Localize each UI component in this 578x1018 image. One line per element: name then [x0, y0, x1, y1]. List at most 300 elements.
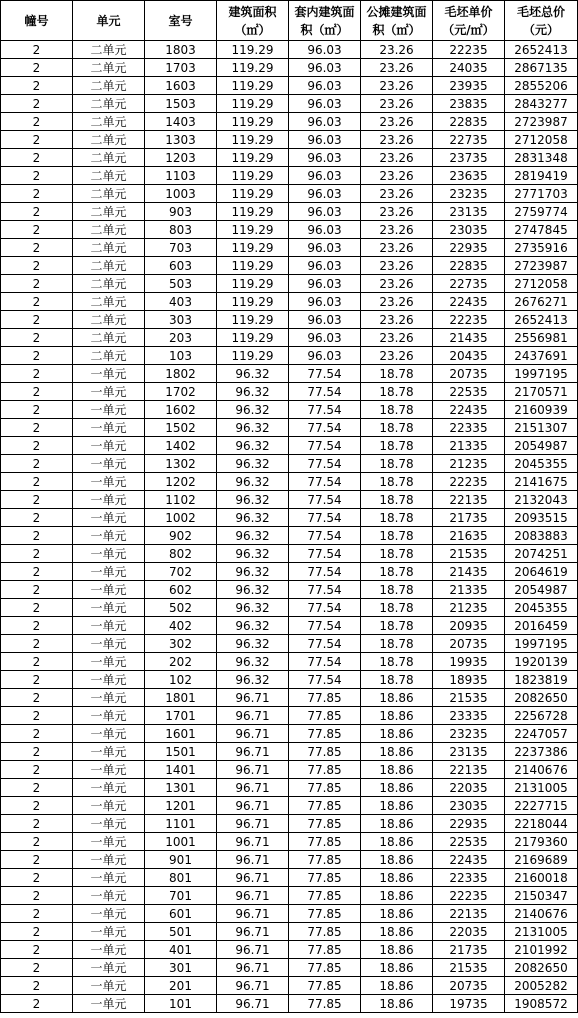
table-row — [1, 797, 578, 815]
cell-building-no: 2 — [1, 149, 73, 167]
table-row — [1, 491, 578, 509]
cell-unit-price: 24035 — [433, 59, 505, 77]
cell-room-no: 701 — [145, 887, 217, 905]
header-total-price — [505, 1, 578, 41]
cell-unit: 一单元 — [73, 905, 145, 923]
cell-inner-area: 77.54 — [289, 527, 361, 545]
cell-total-price: 2064619 — [505, 563, 578, 581]
cell-building-no: 2 — [1, 653, 73, 671]
cell-shared-area: 18.78 — [361, 545, 433, 563]
cell-shared-area: 18.78 — [361, 455, 433, 473]
cell-building-no: 2 — [1, 113, 73, 131]
table-row — [1, 509, 578, 527]
cell-building-area: 119.29 — [217, 41, 289, 59]
cell-building-no: 2 — [1, 239, 73, 257]
cell-total-price: 2150347 — [505, 887, 578, 905]
cell-inner-area: 77.85 — [289, 797, 361, 815]
header-line: 毛坯单价 — [444, 4, 493, 19]
cell-total-price: 2771703 — [505, 185, 578, 203]
cell-total-price: 2082650 — [505, 959, 578, 977]
cell-unit-price: 21535 — [433, 545, 505, 563]
cell-shared-area: 18.78 — [361, 383, 433, 401]
cell-inner-area: 77.54 — [289, 599, 361, 617]
cell-shared-area: 18.86 — [361, 689, 433, 707]
header-line: 积（㎡） — [372, 22, 421, 37]
cell-inner-area: 77.85 — [289, 959, 361, 977]
cell-unit: 二单元 — [73, 311, 145, 329]
cell-building-area: 119.29 — [217, 221, 289, 239]
cell-total-price: 2652413 — [505, 41, 578, 59]
header-line: （元） — [522, 22, 559, 37]
cell-total-price: 2141675 — [505, 473, 578, 491]
cell-inner-area: 96.03 — [289, 311, 361, 329]
cell-unit-price: 19935 — [433, 653, 505, 671]
cell-unit: 一单元 — [73, 761, 145, 779]
cell-unit: 二单元 — [73, 113, 145, 131]
cell-building-no: 2 — [1, 815, 73, 833]
cell-building-no: 2 — [1, 491, 73, 509]
cell-unit: 一单元 — [73, 509, 145, 527]
cell-room-no: 401 — [145, 941, 217, 959]
cell-building-no: 2 — [1, 779, 73, 797]
cell-room-no: 1803 — [145, 41, 217, 59]
cell-shared-area: 23.26 — [361, 167, 433, 185]
cell-shared-area: 18.86 — [361, 761, 433, 779]
cell-inner-area: 77.85 — [289, 887, 361, 905]
cell-building-no: 2 — [1, 185, 73, 203]
cell-unit-price: 20935 — [433, 617, 505, 635]
cell-room-no: 1701 — [145, 707, 217, 725]
cell-building-no: 2 — [1, 833, 73, 851]
cell-building-no: 2 — [1, 995, 73, 1013]
cell-building-area: 96.32 — [217, 671, 289, 689]
cell-unit: 二单元 — [73, 95, 145, 113]
cell-total-price: 2160939 — [505, 401, 578, 419]
cell-building-area: 96.71 — [217, 815, 289, 833]
header-building-no — [1, 1, 73, 41]
cell-inner-area: 77.85 — [289, 689, 361, 707]
cell-unit-price: 20735 — [433, 977, 505, 995]
cell-building-area: 96.71 — [217, 761, 289, 779]
cell-unit-price: 23035 — [433, 221, 505, 239]
cell-building-no: 2 — [1, 257, 73, 275]
cell-shared-area: 18.78 — [361, 473, 433, 491]
cell-building-no: 2 — [1, 761, 73, 779]
table-row — [1, 149, 578, 167]
cell-unit-price: 21335 — [433, 581, 505, 599]
cell-shared-area: 18.86 — [361, 941, 433, 959]
cell-building-no: 2 — [1, 167, 73, 185]
cell-building-area: 96.32 — [217, 635, 289, 653]
cell-shared-area: 18.78 — [361, 419, 433, 437]
cell-inner-area: 77.85 — [289, 995, 361, 1013]
cell-total-price: 2819419 — [505, 167, 578, 185]
header-line: 套内建筑面 — [294, 4, 355, 19]
cell-unit-price: 23035 — [433, 797, 505, 815]
cell-unit-price: 22135 — [433, 761, 505, 779]
table-row — [1, 437, 578, 455]
cell-building-area: 119.29 — [217, 185, 289, 203]
cell-unit-price: 23135 — [433, 743, 505, 761]
table-row — [1, 383, 578, 401]
cell-building-no: 2 — [1, 743, 73, 761]
table-row — [1, 761, 578, 779]
cell-building-area: 96.32 — [217, 419, 289, 437]
cell-unit: 一单元 — [73, 689, 145, 707]
cell-shared-area: 23.26 — [361, 275, 433, 293]
cell-shared-area: 18.86 — [361, 887, 433, 905]
table-row — [1, 473, 578, 491]
cell-total-price: 2652413 — [505, 311, 578, 329]
cell-total-price: 2556981 — [505, 329, 578, 347]
cell-shared-area: 18.78 — [361, 365, 433, 383]
header-line: 毛坯总价 — [516, 4, 565, 19]
cell-room-no: 101 — [145, 995, 217, 1013]
cell-building-no: 2 — [1, 887, 73, 905]
cell-room-no: 1702 — [145, 383, 217, 401]
cell-building-area: 96.32 — [217, 509, 289, 527]
table-row — [1, 671, 578, 689]
cell-room-no: 303 — [145, 311, 217, 329]
table-row — [1, 725, 578, 743]
cell-shared-area: 18.86 — [361, 815, 433, 833]
cell-unit: 一单元 — [73, 923, 145, 941]
cell-building-no: 2 — [1, 203, 73, 221]
table-row — [1, 779, 578, 797]
cell-total-price: 2045355 — [505, 455, 578, 473]
cell-total-price: 2093515 — [505, 509, 578, 527]
table-row — [1, 923, 578, 941]
cell-building-area: 96.32 — [217, 545, 289, 563]
table-row — [1, 311, 578, 329]
cell-shared-area: 18.86 — [361, 923, 433, 941]
cell-inner-area: 77.54 — [289, 437, 361, 455]
cell-building-no: 2 — [1, 671, 73, 689]
cell-shared-area: 23.26 — [361, 185, 433, 203]
cell-total-price: 2747845 — [505, 221, 578, 239]
cell-shared-area: 18.78 — [361, 635, 433, 653]
cell-inner-area: 77.54 — [289, 563, 361, 581]
cell-unit-price: 21635 — [433, 527, 505, 545]
cell-building-area: 119.29 — [217, 167, 289, 185]
cell-unit-price: 22835 — [433, 113, 505, 131]
cell-inner-area: 77.54 — [289, 545, 361, 563]
cell-inner-area: 77.85 — [289, 761, 361, 779]
cell-total-price: 2054987 — [505, 581, 578, 599]
cell-shared-area: 18.78 — [361, 581, 433, 599]
cell-room-no: 1401 — [145, 761, 217, 779]
table-row — [1, 689, 578, 707]
cell-room-no: 803 — [145, 221, 217, 239]
cell-unit: 一单元 — [73, 815, 145, 833]
cell-unit: 二单元 — [73, 221, 145, 239]
cell-shared-area: 18.78 — [361, 437, 433, 455]
header-room-no — [145, 1, 217, 41]
cell-unit: 二单元 — [73, 329, 145, 347]
cell-unit-price: 22335 — [433, 869, 505, 887]
cell-room-no: 702 — [145, 563, 217, 581]
cell-unit: 二单元 — [73, 293, 145, 311]
cell-unit: 一单元 — [73, 869, 145, 887]
cell-building-area: 119.29 — [217, 311, 289, 329]
cell-total-price: 2082650 — [505, 689, 578, 707]
cell-building-area: 96.71 — [217, 941, 289, 959]
cell-inner-area: 77.54 — [289, 617, 361, 635]
cell-unit: 二单元 — [73, 239, 145, 257]
cell-unit-price: 21735 — [433, 509, 505, 527]
table-row — [1, 185, 578, 203]
cell-building-area: 96.71 — [217, 977, 289, 995]
cell-shared-area: 23.26 — [361, 329, 433, 347]
cell-shared-area: 23.26 — [361, 149, 433, 167]
cell-building-no: 2 — [1, 401, 73, 419]
cell-building-area: 119.29 — [217, 257, 289, 275]
cell-building-area: 96.71 — [217, 725, 289, 743]
table-row — [1, 653, 578, 671]
cell-building-no: 2 — [1, 437, 73, 455]
cell-unit: 一单元 — [73, 797, 145, 815]
cell-unit: 二单元 — [73, 149, 145, 167]
cell-shared-area: 18.78 — [361, 563, 433, 581]
cell-total-price: 2132043 — [505, 491, 578, 509]
cell-building-no: 2 — [1, 509, 73, 527]
cell-room-no: 903 — [145, 203, 217, 221]
header-unit-price — [433, 1, 505, 41]
cell-shared-area: 18.86 — [361, 905, 433, 923]
cell-total-price: 2016459 — [505, 617, 578, 635]
cell-room-no: 1101 — [145, 815, 217, 833]
cell-unit-price: 22535 — [433, 383, 505, 401]
cell-room-no: 402 — [145, 617, 217, 635]
cell-shared-area: 18.86 — [361, 725, 433, 743]
cell-shared-area: 18.78 — [361, 671, 433, 689]
table-row — [1, 221, 578, 239]
cell-building-no: 2 — [1, 59, 73, 77]
cell-unit: 二单元 — [73, 77, 145, 95]
cell-inner-area: 96.03 — [289, 329, 361, 347]
header-line: 幢号 — [24, 13, 49, 28]
cell-building-area: 96.32 — [217, 491, 289, 509]
cell-room-no: 1501 — [145, 743, 217, 761]
cell-building-no: 2 — [1, 95, 73, 113]
cell-building-no: 2 — [1, 869, 73, 887]
cell-unit: 一单元 — [73, 959, 145, 977]
table-row — [1, 545, 578, 563]
cell-inner-area: 77.85 — [289, 707, 361, 725]
cell-building-no: 2 — [1, 923, 73, 941]
cell-unit-price: 22935 — [433, 239, 505, 257]
cell-building-area: 119.29 — [217, 149, 289, 167]
cell-total-price: 2237386 — [505, 743, 578, 761]
cell-total-price: 2759774 — [505, 203, 578, 221]
cell-building-no: 2 — [1, 689, 73, 707]
cell-shared-area: 18.78 — [361, 617, 433, 635]
cell-shared-area: 18.86 — [361, 977, 433, 995]
table-row — [1, 293, 578, 311]
table-row — [1, 329, 578, 347]
cell-inner-area: 77.54 — [289, 491, 361, 509]
cell-building-area: 96.71 — [217, 923, 289, 941]
cell-building-no: 2 — [1, 959, 73, 977]
cell-total-price: 2131005 — [505, 779, 578, 797]
cell-room-no: 1403 — [145, 113, 217, 131]
cell-unit-price: 20735 — [433, 365, 505, 383]
cell-total-price: 2831348 — [505, 149, 578, 167]
table-row — [1, 599, 578, 617]
cell-inner-area: 96.03 — [289, 95, 361, 113]
cell-shared-area: 18.86 — [361, 833, 433, 851]
cell-inner-area: 96.03 — [289, 77, 361, 95]
cell-unit: 一单元 — [73, 491, 145, 509]
cell-shared-area: 23.26 — [361, 203, 433, 221]
cell-total-price: 2867135 — [505, 59, 578, 77]
cell-total-price: 2151307 — [505, 419, 578, 437]
cell-unit-price: 20435 — [433, 347, 505, 365]
cell-shared-area: 23.26 — [361, 113, 433, 131]
cell-unit: 二单元 — [73, 347, 145, 365]
cell-room-no: 501 — [145, 923, 217, 941]
table-row — [1, 77, 578, 95]
table-row — [1, 455, 578, 473]
header-unit — [73, 1, 145, 41]
cell-inner-area: 77.85 — [289, 851, 361, 869]
header-line: 建筑面积 — [228, 4, 277, 19]
cell-inner-area: 77.54 — [289, 365, 361, 383]
cell-inner-area: 77.54 — [289, 509, 361, 527]
cell-room-no: 502 — [145, 599, 217, 617]
cell-room-no: 1102 — [145, 491, 217, 509]
cell-room-no: 1601 — [145, 725, 217, 743]
cell-building-area: 119.29 — [217, 275, 289, 293]
cell-unit-price: 22235 — [433, 311, 505, 329]
cell-unit: 一单元 — [73, 743, 145, 761]
cell-inner-area: 77.54 — [289, 653, 361, 671]
table-row — [1, 41, 578, 59]
table-row — [1, 239, 578, 257]
cell-room-no: 1603 — [145, 77, 217, 95]
cell-unit-price: 22035 — [433, 923, 505, 941]
cell-room-no: 802 — [145, 545, 217, 563]
cell-unit: 一单元 — [73, 977, 145, 995]
cell-unit: 一单元 — [73, 779, 145, 797]
cell-unit: 一单元 — [73, 617, 145, 635]
table-row — [1, 941, 578, 959]
cell-room-no: 602 — [145, 581, 217, 599]
cell-building-area: 96.32 — [217, 599, 289, 617]
table-row — [1, 95, 578, 113]
cell-total-price: 1908572 — [505, 995, 578, 1013]
table-row — [1, 833, 578, 851]
cell-inner-area: 77.85 — [289, 743, 361, 761]
cell-building-area: 119.29 — [217, 203, 289, 221]
table-row — [1, 347, 578, 365]
cell-inner-area: 77.85 — [289, 905, 361, 923]
cell-inner-area: 77.85 — [289, 977, 361, 995]
cell-unit: 二单元 — [73, 257, 145, 275]
cell-total-price: 2227715 — [505, 797, 578, 815]
cell-room-no: 1001 — [145, 833, 217, 851]
cell-unit: 一单元 — [73, 365, 145, 383]
cell-building-area: 96.71 — [217, 743, 289, 761]
cell-unit-price: 22435 — [433, 851, 505, 869]
table-row — [1, 527, 578, 545]
cell-total-price: 2170571 — [505, 383, 578, 401]
cell-inner-area: 96.03 — [289, 293, 361, 311]
cell-room-no: 103 — [145, 347, 217, 365]
table-row — [1, 815, 578, 833]
cell-total-price: 2101992 — [505, 941, 578, 959]
cell-unit: 一单元 — [73, 599, 145, 617]
cell-unit: 一单元 — [73, 473, 145, 491]
cell-inner-area: 77.54 — [289, 581, 361, 599]
cell-building-area: 119.29 — [217, 347, 289, 365]
cell-building-area: 96.32 — [217, 473, 289, 491]
cell-unit: 一单元 — [73, 383, 145, 401]
cell-unit-price: 23735 — [433, 149, 505, 167]
cell-total-price: 2045355 — [505, 599, 578, 617]
cell-building-area: 96.71 — [217, 887, 289, 905]
cell-building-no: 2 — [1, 293, 73, 311]
cell-room-no: 902 — [145, 527, 217, 545]
cell-shared-area: 23.26 — [361, 59, 433, 77]
cell-building-no: 2 — [1, 599, 73, 617]
cell-building-area: 96.32 — [217, 581, 289, 599]
cell-unit-price: 22135 — [433, 491, 505, 509]
table-row — [1, 617, 578, 635]
cell-inner-area: 96.03 — [289, 167, 361, 185]
cell-room-no: 1301 — [145, 779, 217, 797]
table-row — [1, 959, 578, 977]
cell-unit-price: 22435 — [433, 293, 505, 311]
cell-unit: 一单元 — [73, 995, 145, 1013]
cell-unit: 一单元 — [73, 707, 145, 725]
cell-inner-area: 77.54 — [289, 671, 361, 689]
cell-room-no: 201 — [145, 977, 217, 995]
cell-unit-price: 23935 — [433, 77, 505, 95]
cell-shared-area: 23.26 — [361, 131, 433, 149]
cell-room-no: 1503 — [145, 95, 217, 113]
table-row — [1, 401, 578, 419]
cell-inner-area: 96.03 — [289, 59, 361, 77]
cell-inner-area: 96.03 — [289, 41, 361, 59]
table-row — [1, 977, 578, 995]
cell-building-area: 96.71 — [217, 779, 289, 797]
cell-shared-area: 18.78 — [361, 401, 433, 419]
cell-building-no: 2 — [1, 41, 73, 59]
cell-room-no: 1502 — [145, 419, 217, 437]
cell-room-no: 1103 — [145, 167, 217, 185]
cell-total-price: 2140676 — [505, 905, 578, 923]
cell-shared-area: 23.26 — [361, 347, 433, 365]
cell-shared-area: 18.86 — [361, 869, 433, 887]
cell-total-price: 2131005 — [505, 923, 578, 941]
table-row — [1, 869, 578, 887]
cell-building-no: 2 — [1, 977, 73, 995]
cell-total-price: 1997195 — [505, 365, 578, 383]
cell-building-area: 96.71 — [217, 905, 289, 923]
cell-building-area: 119.29 — [217, 59, 289, 77]
table-row — [1, 419, 578, 437]
cell-shared-area: 18.86 — [361, 851, 433, 869]
cell-inner-area: 77.85 — [289, 833, 361, 851]
cell-shared-area: 18.86 — [361, 707, 433, 725]
cell-unit-price: 21435 — [433, 563, 505, 581]
cell-room-no: 301 — [145, 959, 217, 977]
cell-inner-area: 96.03 — [289, 275, 361, 293]
cell-unit: 一单元 — [73, 437, 145, 455]
cell-unit: 一单元 — [73, 545, 145, 563]
cell-unit: 一单元 — [73, 455, 145, 473]
